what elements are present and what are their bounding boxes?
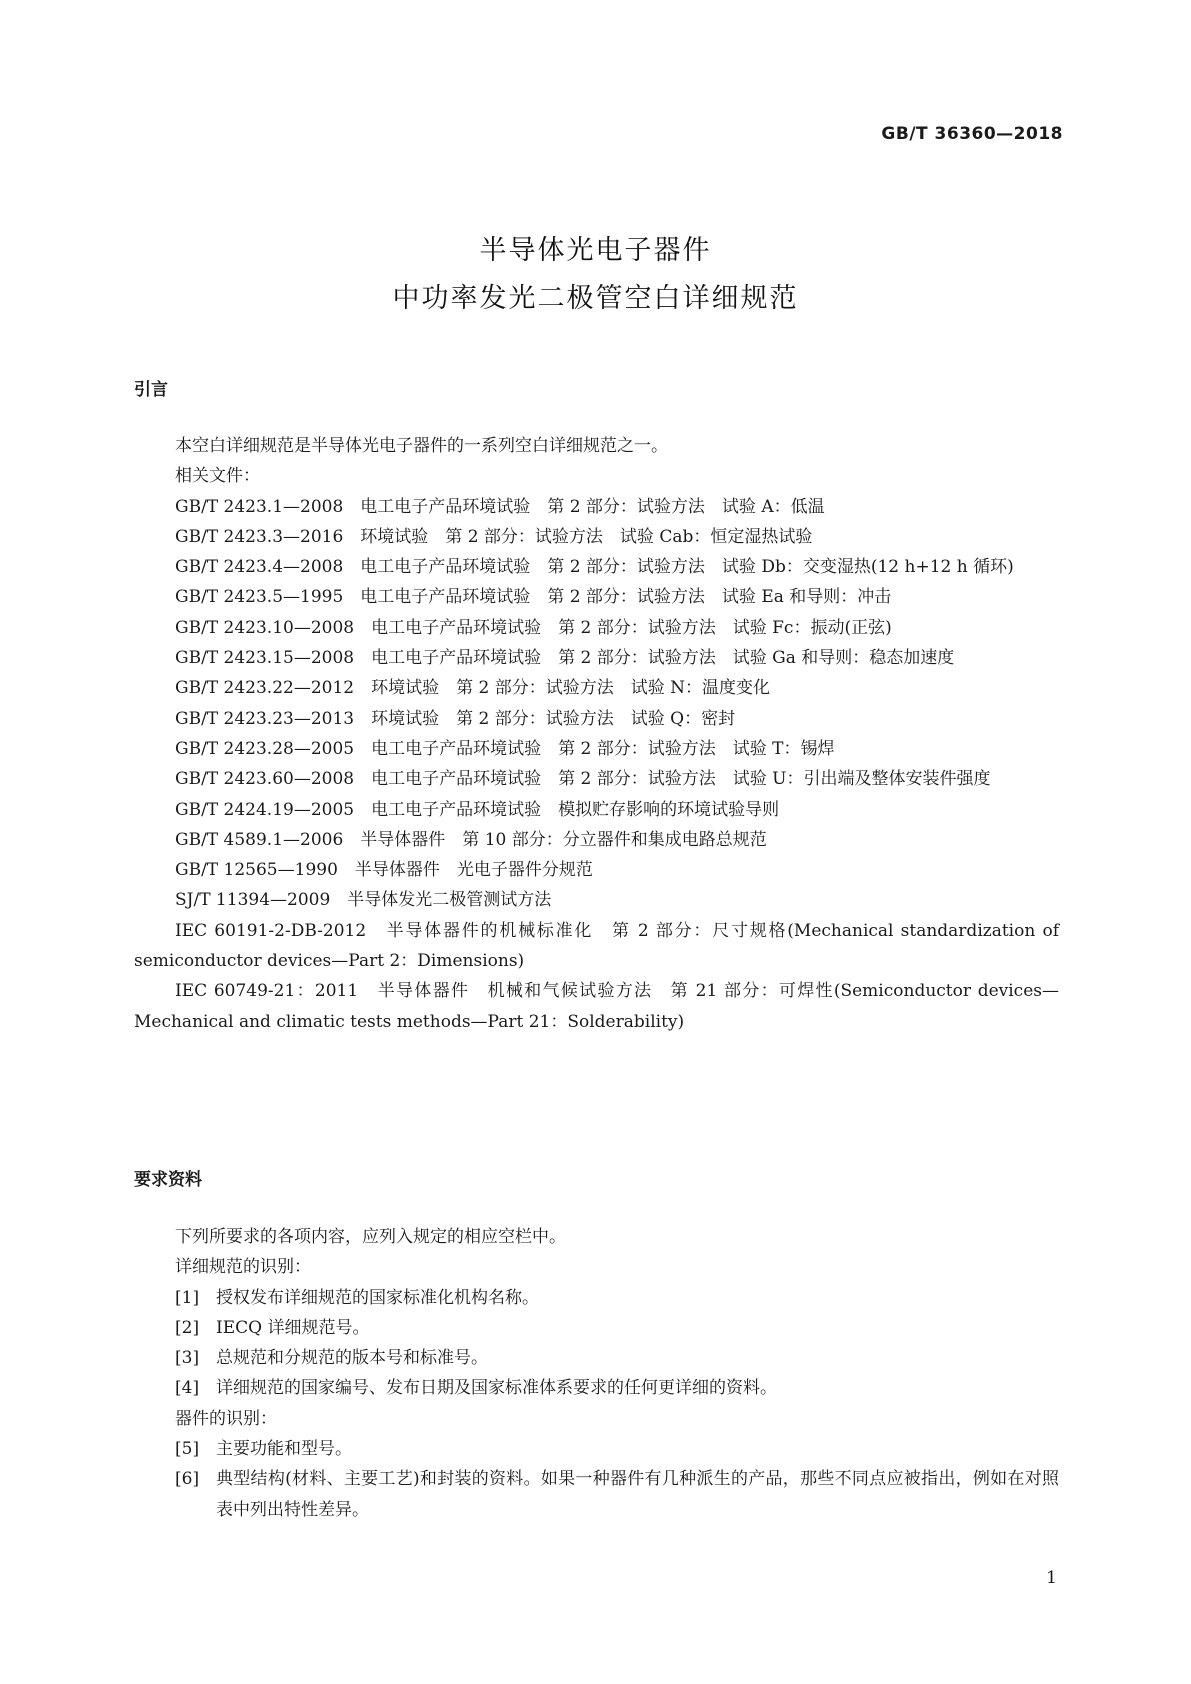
intro-section xyxy=(134,431,1059,1037)
item-number: [3] xyxy=(175,1348,200,1369)
item-text: 典型结构(材料、主要工艺)和封装的资料。如果一种器件有几种派生的产品，那些不同点应被指出，例如在对照表中列出特性差异。 xyxy=(216,1469,1059,1520)
reference-entry: GB/T 12565—1990 半导体器件 光电子器件分规范 xyxy=(175,860,593,881)
list-item xyxy=(134,1434,1059,1464)
reference-entry: GB/T 2424.19—2005 电工电子产品环境试验 模拟贮存影响的环境试验导则 xyxy=(175,799,780,820)
list-item xyxy=(134,1283,1059,1313)
reference-entry: GB/T 2423.10—2008 电工电子产品环境试验 第 2 部分：试验方法 试验 Fc：振动(正弦) xyxy=(175,617,892,638)
reference-entry: GB/T 2423.28—2005 电工电子产品环境试验 第 2 部分：试验方法 试验 T：锡焊 xyxy=(175,738,835,759)
page-number: 1 xyxy=(1046,1568,1057,1588)
document-title-line-1: 半导体光电子器件 xyxy=(479,235,712,266)
reference-entry: GB/T 2423.22—2012 环境试验 第 2 部分：试验方法 试验 N：温度变化 xyxy=(175,678,771,699)
reference-entry: GB/T 2423.5—1995 电工电子产品环境试验 第 2 部分：试验方法 试验 Ea 和导则：冲击 xyxy=(175,587,892,608)
device-identification-label: 器件的识别： xyxy=(175,1408,277,1429)
standard-number: GB/T 36360—2018 xyxy=(881,124,1063,144)
reference-entry: GB/T 2423.60—2008 电工电子产品环境试验 第 2 部分：试验方法 试验 U：引出端及整体安装件强度 xyxy=(175,769,991,790)
reference-entry: GB/T 2423.15—2008 电工电子产品环境试验 第 2 部分：试验方法 试验 Ga 和导则：稳态加速度 xyxy=(175,648,955,669)
section-heading-intro: 引言 xyxy=(134,380,168,400)
section-heading-requirements: 要求资料 xyxy=(134,1170,202,1190)
reference-entry: SJ/T 11394—2009 半导体发光二极管测试方法 xyxy=(175,890,552,911)
reference-entry: IEC 60191-2-DB-2012 半导体器件的机械标准化 第 2 部分：尺寸规格(Mechanical standardization of semiconductor devices—Part 2：Dimensions) xyxy=(134,920,1059,972)
item-number: [1] xyxy=(175,1287,200,1308)
item-number: [6] xyxy=(175,1469,200,1490)
item-number: [2] xyxy=(175,1317,200,1338)
requirements-lead: 下列所要求的各项内容，应列入规定的相应空栏中。 xyxy=(175,1227,566,1247)
item-text: 详细规范的国家编号、发布日期及国家标准体系要求的任何更详细的资料。 xyxy=(216,1378,777,1399)
document-title-line-2: 中功率发光二极管空白详细规范 xyxy=(392,283,799,314)
list-item xyxy=(134,1373,1059,1403)
reference-entry: GB/T 2423.1—2008 电工电子产品环境试验 第 2 部分：试验方法 试验 A：低温 xyxy=(175,496,825,517)
reference-entry: IEC 60749-21：2011 半导体器件 机械和气候试验方法 第 21 部分：可焊性(Semiconductor devices—Mechanical and climatic tests methods—Part 21：Solderability) xyxy=(134,981,1059,1032)
spec-identification-label: 详细规范的识别： xyxy=(175,1257,311,1278)
requirements-section xyxy=(134,1222,1059,1525)
item-number: [5] xyxy=(175,1439,200,1460)
reference-entry: GB/T 2423.23—2013 环境试验 第 2 部分：试验方法 试验 Q：密封 xyxy=(175,708,736,729)
item-text: IECQ 详细规范号。 xyxy=(216,1317,370,1338)
item-text: 授权发布详细规范的国家标准化机构名称。 xyxy=(216,1287,539,1308)
item-text: 主要功能和型号。 xyxy=(216,1439,352,1460)
list-item xyxy=(134,1464,1059,1525)
list-item xyxy=(134,1313,1059,1343)
reference-entry: GB/T 4589.1—2006 半导体器件 第 10 部分：分立器件和集成电路总规范 xyxy=(175,829,767,850)
reference-entry: GB/T 2423.3—2016 环境试验 第 2 部分：试验方法 试验 Cab：恒定湿热试验 xyxy=(175,526,813,547)
item-text: 总规范和分规范的版本号和标准号。 xyxy=(216,1348,488,1369)
intro-paragraph: 本空白详细规范是半导体光电子器件的一系列空白详细规范之一。 xyxy=(175,436,668,456)
reference-entry: GB/T 2423.4—2008 电工电子产品环境试验 第 2 部分：试验方法 试验 Db：交变湿热(12 h+12 h 循环) xyxy=(175,557,1014,578)
related-docs-label: 相关文件： xyxy=(175,466,260,487)
item-number: [4] xyxy=(175,1378,200,1399)
list-item xyxy=(134,1343,1059,1373)
